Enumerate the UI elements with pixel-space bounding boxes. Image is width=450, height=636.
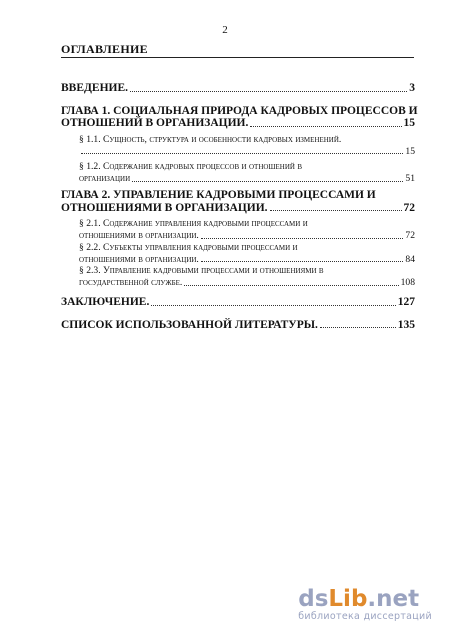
- toc-entry-section-1-2[interactable]: [61, 161, 415, 185]
- toc-page-number: 135: [397, 318, 415, 331]
- toc-page-number: 15: [403, 117, 415, 130]
- toc-entry-text: отношениями в организации.: [79, 229, 199, 241]
- toc-page-number: 72: [403, 201, 415, 214]
- toc-entry-text: СПИСОК ИСПОЛЬЗОВАННОЙ ЛИТЕРАТУРЫ.: [61, 318, 318, 331]
- table-of-contents: [61, 82, 418, 331]
- dslib-watermark: [298, 587, 432, 622]
- toc-entry-intro[interactable]: [61, 82, 415, 95]
- toc-entry-text: отношениями в организации.: [79, 253, 199, 265]
- leader-dots: [201, 238, 404, 239]
- leader-dots: [201, 261, 404, 262]
- toc-entry-text: ГЛАВА 1. СОЦИАЛЬНАЯ ПРИРОДА КАДРОВЫХ ПРОЦЕССОВ И: [61, 104, 418, 117]
- toc-entry-text: ГЛАВА 2. УПРАВЛЕНИЕ КАДРОВЫМИ ПРОЦЕССАМИ И: [61, 188, 376, 201]
- toc-page-number: 108: [400, 277, 415, 289]
- leader-dots: [130, 91, 407, 92]
- toc-entry-references[interactable]: [61, 319, 415, 332]
- toc-entry-section-2-1[interactable]: [61, 218, 415, 242]
- toc-page-number: 84: [405, 253, 415, 265]
- toc-page-number: 3: [409, 82, 415, 94]
- toc-entry-text: ОТНОШЕНИЯМИ В ОРГАНИЗАЦИИ.: [61, 201, 268, 214]
- toc-page-number: 51: [405, 173, 415, 185]
- toc-entry-section-1-1[interactable]: [61, 134, 415, 158]
- leader-dots: [81, 153, 403, 154]
- toc-entry-text: § 2.2. Субъекты управления кадровыми процессами и: [79, 241, 298, 253]
- toc-entry-text: государственной службе.: [79, 277, 183, 289]
- toc-entry-text: ОТНОШЕНИЙ В ОРГАНИЗАЦИИ.: [61, 117, 249, 130]
- toc-page-number: 15: [405, 145, 415, 157]
- watermark-subtitle: библиотека диссертаций: [298, 611, 432, 622]
- page-number: 2: [222, 24, 228, 36]
- toc-page-number: 72: [405, 229, 415, 241]
- heading-rule: [61, 57, 414, 58]
- toc-entry-text: § 1.1. Сущность, структура и особенности кадровых изменений.: [79, 133, 342, 145]
- leader-dots: [250, 126, 401, 127]
- watermark-logo: dsLib.net: [298, 586, 420, 612]
- toc-entry-text: ЗАКЛЮЧЕНИЕ.: [61, 295, 150, 308]
- toc-entry-text: § 2.3. Управление кадровыми процессами и отношениями в: [79, 265, 324, 277]
- toc-entry-text: ВВЕДЕНИЕ.: [61, 82, 129, 94]
- toc-entry-text: § 2.1. Содержание управления кадровыми процессами и: [79, 218, 308, 230]
- toc-entry-section-2-2[interactable]: [61, 242, 415, 266]
- toc-entry-chapter-1[interactable]: [61, 104, 418, 130]
- leader-dots: [151, 305, 395, 306]
- toc-page-number: 127: [397, 295, 415, 308]
- leader-dots: [132, 181, 403, 182]
- toc-entry-text: организации: [79, 173, 131, 185]
- toc-entry-text: § 1.2. Содержание кадровых процессов и отношений в: [79, 161, 303, 173]
- toc-entry-chapter-2[interactable]: [61, 189, 415, 214]
- page-title: ОГЛАВЛЕНИЕ: [61, 42, 148, 56]
- toc-entry-section-2-3[interactable]: [61, 265, 415, 289]
- leader-dots: [184, 285, 398, 286]
- toc-entry-conclusion[interactable]: [61, 296, 415, 309]
- leader-dots: [270, 210, 402, 211]
- leader-dots: [320, 327, 396, 328]
